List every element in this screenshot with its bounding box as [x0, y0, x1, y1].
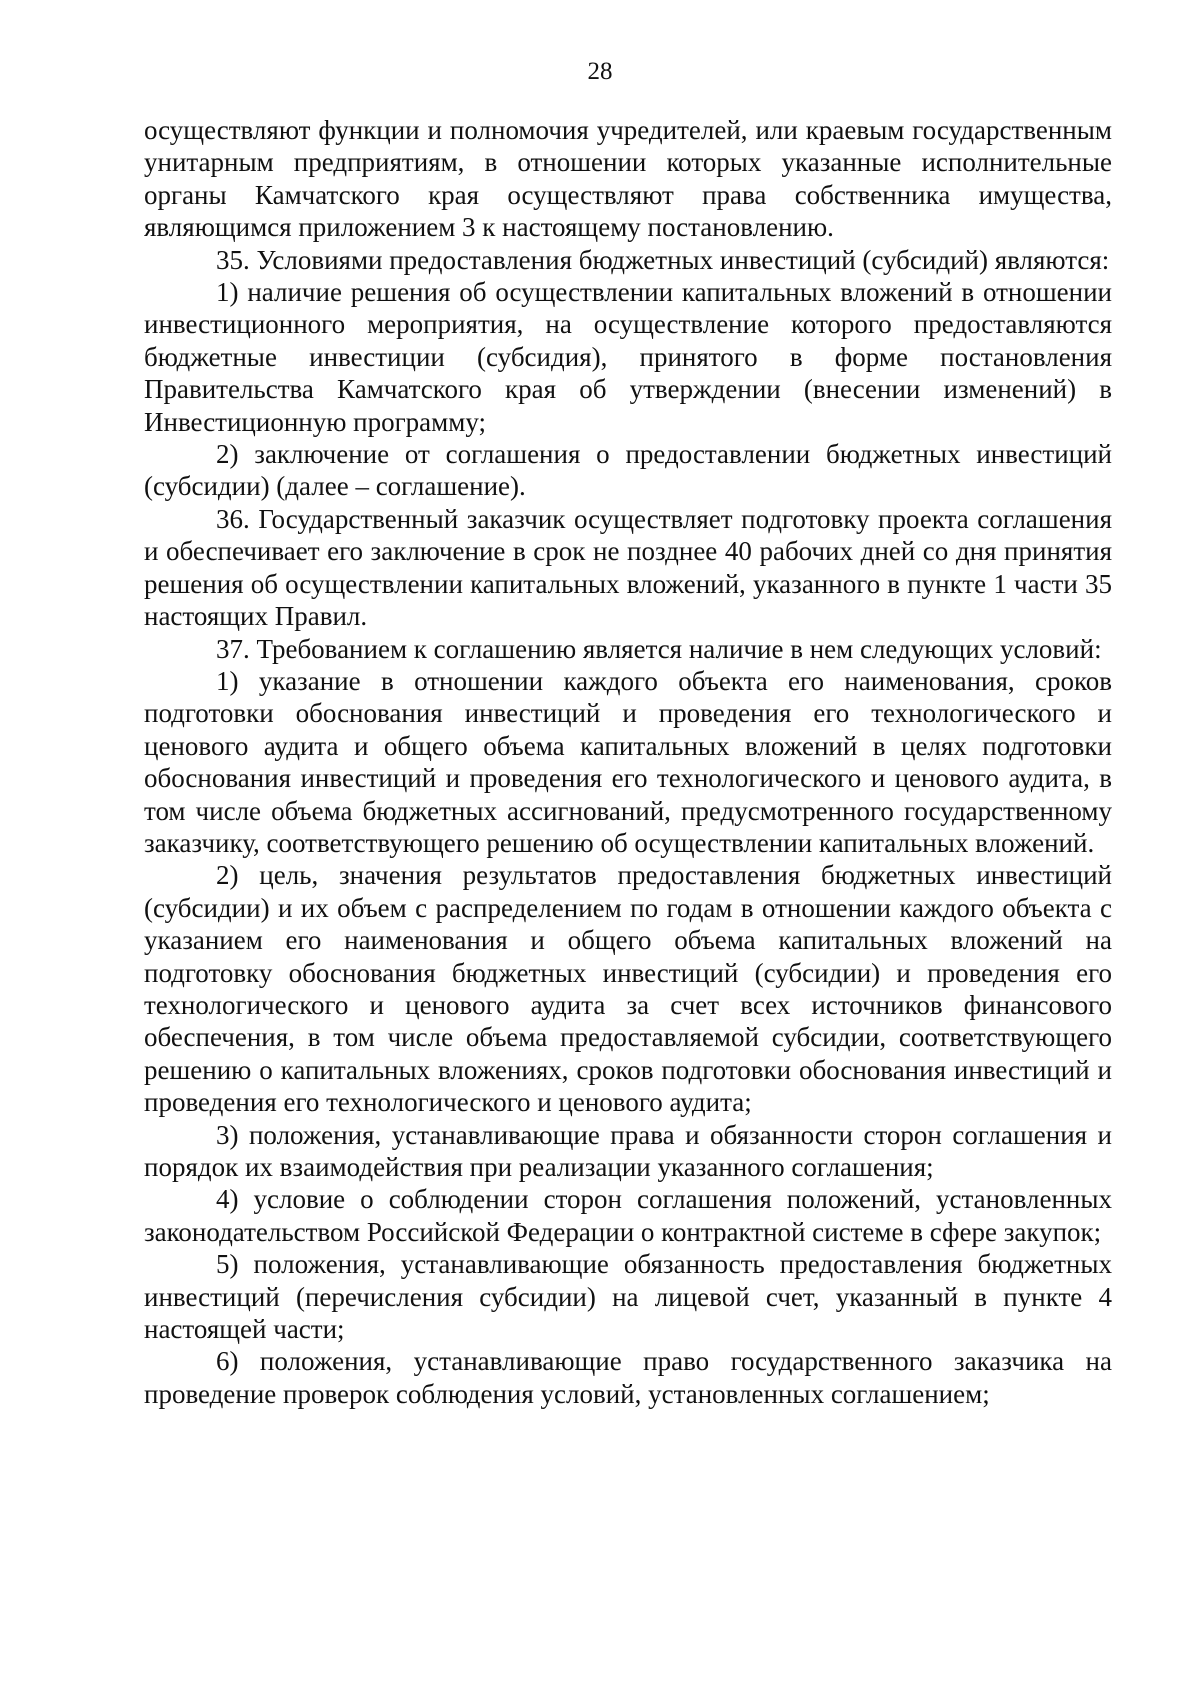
paragraph-item-35-1: 1) наличие решения об осуществлении капитальных вложений в отношении инвестиционного мероприятия, на осуществление которого предоставляются бюджетные инвестиции (субсидия), принятого в форме постановления Правительства Камчатского края об утверждении (внесении изменений) в Инвестиционную программу;	[144, 277, 1112, 437]
paragraph-item-37-1: 1) указание в отношении каждого объекта его наименования, сроков подготовки обоснования инвестиций и проведения его технологического и ценового аудита и общего объема капитальных вложений в целях подготовки обоснования инвестиций и проведения его технологического и ценового аудита, в том числе объема бюджетных ассигнований, предусмотренного государственному заказчику, соответствующего решению об осуществлении капитальных вложений.	[144, 665, 1112, 858]
page-number: 28	[587, 58, 613, 85]
paragraph-item-37-2: 2) цель, значения результатов предоставления бюджетных инвестиций (субсидии) и их объем с распределением по годам в отношении каждого объекта с указанием его наименования и общего объема капитальных вложений на подготовку обоснования бюджетных инвестиций (субсидии) и проведения его технологического и ценового аудита за счет всех источников финансового обеспечения, в том числе объема предоставляемой субсидии, соответствующего решению о капитальных вложениях, сроков подготовки обоснования инвестиций и проведения его технологического и ценового аудита;	[144, 860, 1112, 1118]
paragraph-item-35-2: 2) заключение от соглашения о предоставлении бюджетных инвестиций (субсидии) (далее – соглашение).	[144, 439, 1112, 502]
paragraph-item-37-3: 3) положения, устанавливающие права и обязанности сторон соглашения и порядок их взаимодействия при реализации указанного соглашения;	[144, 1119, 1112, 1182]
paragraph-item-37-4: 4) условие о соблюдении сторон соглашения положений, установленных законодательством Российской Федерации о контрактной системе в сфере закупок;	[144, 1184, 1112, 1247]
paragraph-item-36: 36. Государственный заказчик осуществляет подготовку проекта соглашения и обеспечивает его заключение в срок не позднее 40 рабочих дней со дня принятия решения об осуществлении капитальных вложений, указанного в пункте 1 части 35 настоящих Правил.	[144, 503, 1112, 632]
paragraph-continuation: осуществляют функции и полномочия учредителей, или краевым государственным унитарным предприятиям, в отношении которых указанные исполнительные органы Камчатского края осуществляют права собственника имущества, являющимся приложением 3 к настоящему постановлению.	[144, 115, 1112, 243]
paragraph-item-37-6: 6) положения, устанавливающие право государственного заказчика на проведение проверок соблюдения условий, установленных соглашением;	[144, 1346, 1112, 1409]
document-body	[144, 114, 1112, 1410]
paragraph-item-37: 37. Требованием к соглашению является наличие в нем следующих условий:	[216, 633, 1102, 664]
paragraph-item-37-5: 5) положения, устанавливающие обязанность предоставления бюджетных инвестиций (перечисления субсидии) на лицевой счет, указанный в пункте 4 настоящей части;	[144, 1249, 1112, 1345]
paragraph-item-35: 35. Условиями предоставления бюджетных инвестиций (субсидий) являются:	[216, 244, 1110, 275]
